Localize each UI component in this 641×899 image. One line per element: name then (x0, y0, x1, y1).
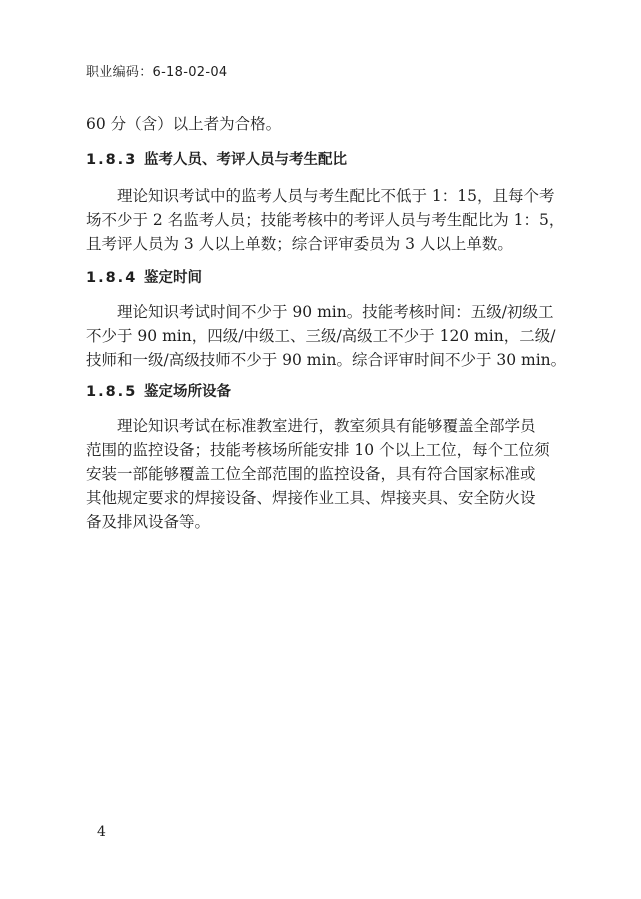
paragraph-line: 备及排风设备等。 (86, 513, 211, 531)
paragraph-line: 技师和一级/高级技师不少于 90 min。综合评审时间不少于 30 min。 (86, 351, 567, 369)
section-body-1-8-3 (86, 184, 565, 256)
intro-paragraph (86, 112, 556, 136)
paragraph-line: 范围的监控设备；技能考核场所能安排 10 个以上工位，每个工位须 (86, 441, 550, 459)
paragraph-line: 理论知识考试时间不少于 90 min。技能考核时间：五级/初级工 (117, 303, 554, 321)
section-title: 鉴定时间 (144, 270, 202, 286)
paragraph-line: 场不少于 2 名监考人员；技能考核中的考评人员与考生配比为 1：5， (86, 211, 565, 229)
paragraph-line: 理论知识考试在标准教室进行，教室须具有能够覆盖全部学员 (117, 417, 536, 435)
occupation-code: 职业编码：6-18-02-04 (86, 65, 228, 80)
paragraph-line: 其他规定要求的焊接设备、焊接作业工具、焊接夹具、安全防火设 (86, 489, 536, 507)
paragraph-line: 理论知识考试中的监考人员与考生配比不低于 1：15，且每个考 (117, 187, 555, 205)
paragraph-line: 不少于 90 min，四级/中级工、三级/高级工不少于 120 min，二级/ (86, 327, 556, 345)
paragraph-line: 且考评人员为 3 人以上单数；综合评审委员为 3 人以上单数。 (86, 235, 513, 253)
section-number: 1.8.3 (86, 152, 138, 168)
page-number: 4 (97, 824, 106, 840)
section-body-1-8-4 (86, 300, 567, 372)
section-heading-1-8-3 (86, 148, 347, 169)
section-title: 鉴定场所设备 (144, 384, 231, 400)
section-heading-1-8-5 (86, 380, 231, 401)
section-title: 监考人员、考评人员与考生配比 (144, 152, 347, 168)
intro-line: 60 分（含）以上者为合格。 (86, 115, 282, 133)
paragraph-line: 安装一部能够覆盖工位全部范围的监控设备，具有符合国家标准或 (86, 465, 536, 483)
section-number: 1.8.4 (86, 270, 138, 286)
section-body-1-8-5 (86, 414, 556, 534)
section-heading-1-8-4 (86, 266, 202, 287)
section-number: 1.8.5 (86, 384, 138, 400)
